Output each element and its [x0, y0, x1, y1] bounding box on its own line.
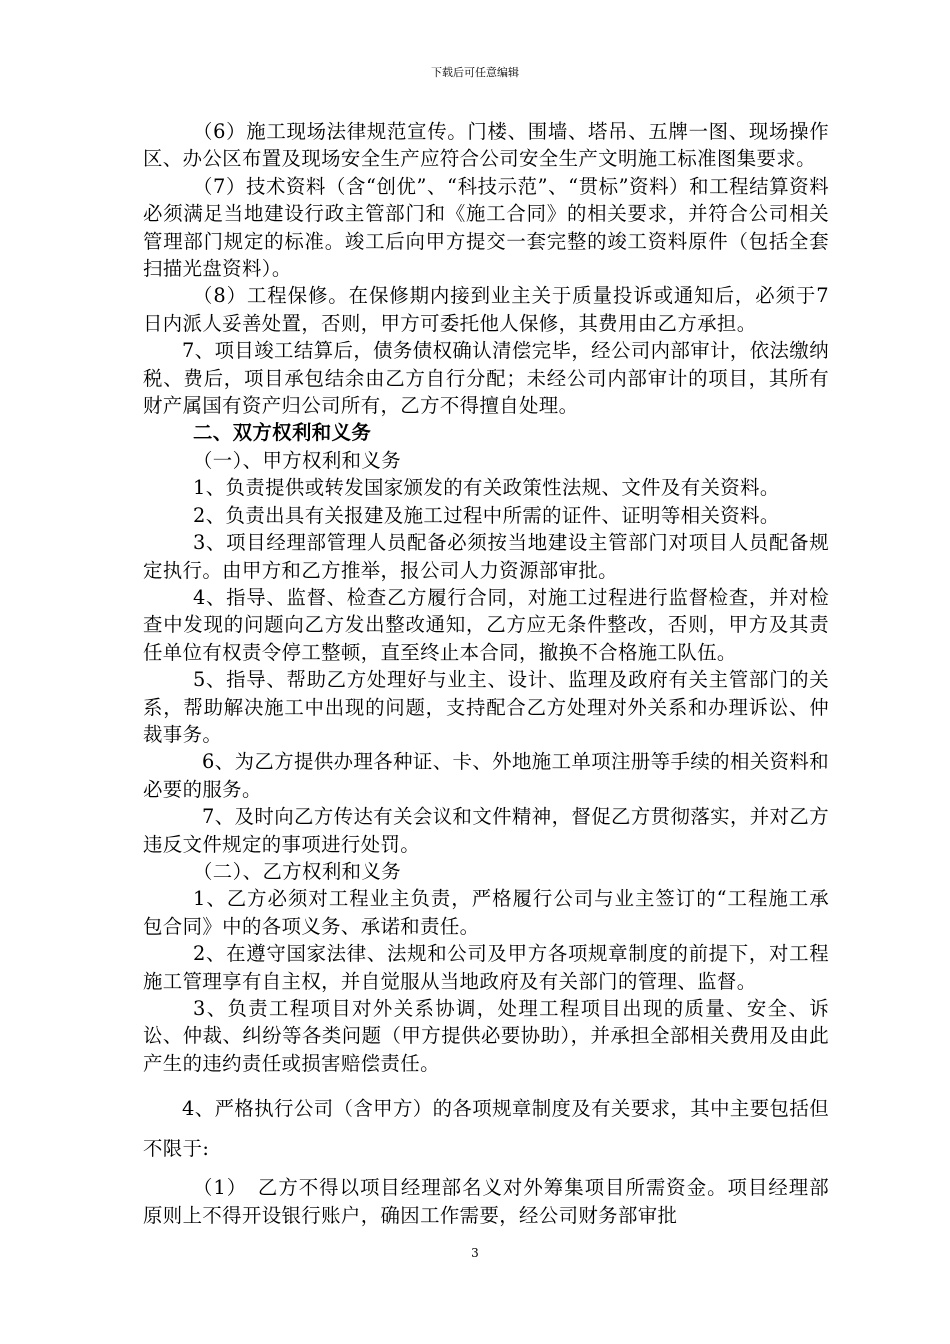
paragraph: （6）施工现场法律规范宣传。门楼、围墙、塔吊、五牌一图、现场操作区、办公区布置及现场安全生产应符合公司安全生产文明施工标准图集要求。 — [143, 120, 829, 171]
paragraph: 1、负责提供或转发国家颁发的有关政策性法规、文件及有关资料。 — [193, 476, 780, 500]
paragraph: 2、负责出具有关报建及施工过程中所需的证件、证明等相关资料。 — [193, 503, 780, 527]
paragraph: 5、指导、帮助乙方处理好与业主、设计、监理及政府有关主管部门的关系，帮助解决施工中出现的问题，支持配合乙方处理对外关系和办理诉讼、仲裁事务。 — [143, 668, 829, 746]
paragraph: （7）技术资料（含“创优”、“科技示范”、“贯标”资料）和工程结算资料必须满足当地建设行政主管部门和《施工合同》的相关要求，并符合公司相关管理部门规定的标准。竣工后向甲方提交一套完整的竣工资料原件（包括全套扫描光盘资料）。 — [143, 174, 829, 281]
section-heading: 二、双方权利和义务 — [193, 421, 372, 445]
page-number: 3 — [471, 1246, 479, 1260]
document-body — [143, 118, 829, 1229]
paragraph: （二）、乙方权利和义务 — [193, 859, 401, 883]
paragraph: 1、乙方必须对工程业主负责，严格履行公司与业主签订的“工程施工承包合同》中的各项义务、承诺和责任。 — [143, 887, 829, 938]
paragraph: 4、严格执行公司（含甲方）的各项规章制度及有关要求，其中主要包括但不限于: — [143, 1097, 829, 1161]
paragraph: 3、负责工程项目对外关系协调，处理工程项目出现的质量、安全、诉讼、仲裁、纠纷等各类问题（甲方提供必要协助），并承担全部相关费用及由此产生的违约责任或损害赔偿责任。 — [143, 997, 829, 1075]
paragraph: 3、项目经理部管理人员配备必须按当地建设主管部门对项目人员配备规定执行。由甲方和乙方推举，报公司人力资源部审批。 — [143, 531, 829, 582]
paragraph: （一）、甲方权利和义务 — [193, 448, 401, 472]
paragraph: 6、为乙方提供办理各种证、卡、外地施工单项注册等手续的相关资料和必要的服务。 — [143, 750, 829, 801]
paragraph: 7、及时向乙方传达有关会议和文件精神，督促乙方贯彻落实，并对乙方违反文件规定的事项进行处罚。 — [143, 805, 829, 856]
paragraph: 4、指导、监督、检查乙方履行合同，对施工过程进行监督检查，并对检查中发现的问题向乙方发出整改通知，乙方应无条件整改，否则，甲方及其责任单位有权责令停工整顿，直至终止本合同，撤换不合格施工队伍。 — [143, 585, 829, 664]
paragraph: （8）工程保修。在保修期内接到业主关于质量投诉或通知后，必须于7日内派人妥善处置，否则，甲方可委托他人保修，其费用由乙方承担。 — [143, 284, 829, 335]
paragraph: 7、项目竣工结算后，债务债权确认清偿完毕，经公司内部审计，依法缴纳税、费后，项目承包结余由乙方自行分配；未经公司内部审计的项目，其所有财产属国有资产归公司所有，乙方不得擅自处理。 — [143, 339, 829, 418]
paragraph: （1） 乙方不得以项目经理部名义对外筹集项目所需资金。项目经理部原则上不得开设银行账户，确因工作需要，经公司财务部审批 — [143, 1176, 829, 1227]
page-header: 下载后可任意编辑 — [431, 66, 519, 79]
paragraph: 2、在遵守国家法律、法规和公司及甲方各项规章制度的前提下，对工程施工管理享有自主权，并自觉服从当地政府及有关部门的管理、监督。 — [143, 942, 829, 993]
